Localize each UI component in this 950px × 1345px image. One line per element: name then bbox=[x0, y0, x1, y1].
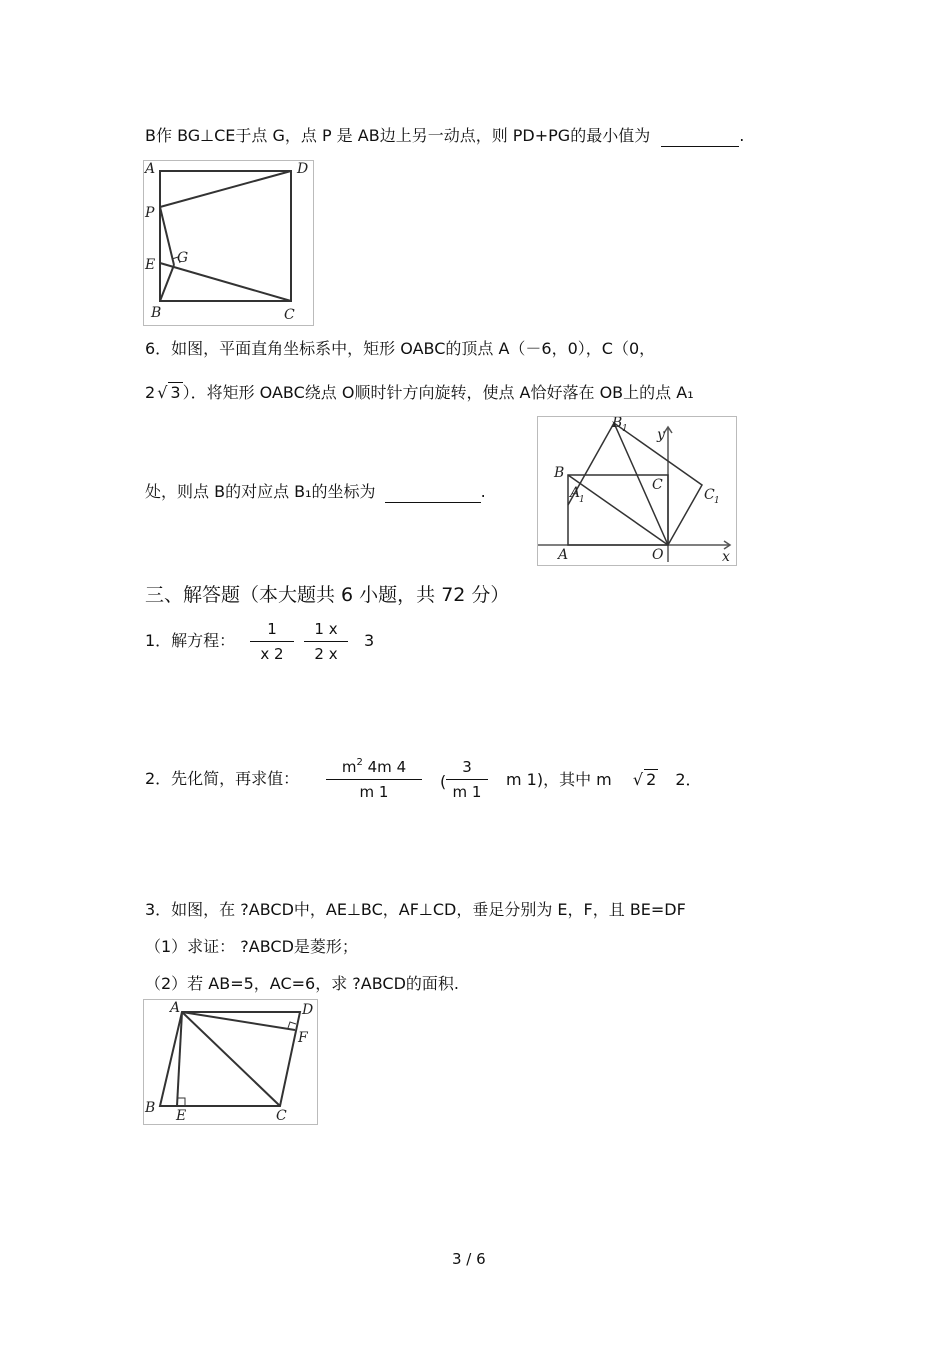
coordinate-diagram bbox=[538, 417, 736, 565]
q5-figure bbox=[143, 160, 314, 326]
label-F: F bbox=[298, 1030, 308, 1046]
label-B: B bbox=[145, 1100, 156, 1116]
q6-line1: 6．如图，平面直角坐标系中，矩形 OABC的顶点 A（－6，0），C（0， bbox=[145, 339, 656, 358]
label-P: P bbox=[145, 205, 155, 221]
p3-line2: （1）求证： ?ABCD是菱形； bbox=[145, 937, 358, 956]
label-A: A bbox=[170, 1000, 181, 1016]
label-C: C bbox=[652, 477, 663, 493]
svg-text:1: 1 bbox=[622, 424, 628, 434]
svg-text:1: 1 bbox=[579, 495, 585, 505]
p3-line1: 3．如图，在 ?ABCD中，AE⊥BC，AF⊥CD，垂足分别为 E，F，且 BE=DF bbox=[145, 900, 686, 919]
p1-prefix: 1．解方程： bbox=[145, 631, 236, 650]
label-G: G bbox=[177, 250, 189, 266]
p3-line3: （2）若 AB=5，AC=6，求 ?ABCD的面积. bbox=[145, 974, 459, 993]
label-D: D bbox=[297, 161, 309, 177]
p1-tail: 3 bbox=[364, 631, 375, 650]
label-y: y bbox=[657, 427, 665, 443]
label-C: C bbox=[276, 1108, 287, 1124]
q5-text: B作 BG⊥CE于点 G，点 P 是 AB边上另一动点，则 PD+PG的最小值为 . bbox=[145, 126, 745, 145]
answer-blank bbox=[385, 482, 481, 503]
label-O: O bbox=[652, 547, 664, 563]
label-x: x bbox=[722, 549, 730, 565]
q6-line3: 处，则点 B的对应点 B₁的坐标为 . bbox=[145, 482, 486, 501]
label-A: A bbox=[145, 161, 156, 177]
page-number: 3 / 6 bbox=[452, 1250, 486, 1268]
label-C1: C bbox=[704, 487, 715, 503]
label-E: E bbox=[145, 257, 156, 273]
square-diagram bbox=[144, 161, 313, 325]
label-B1: B bbox=[612, 417, 623, 431]
p1-fraction-2: $\frac{1 x}{2 x}$ bbox=[304, 620, 348, 663]
p2-fraction-2: $\frac{3}{m 1}$ bbox=[446, 758, 488, 801]
q6-line2: 2 √ 3 ）．将矩形 OABC绕点 O顺时针方向旋转，使点 A恰好落在 OB上的点 A₁ bbox=[145, 383, 694, 402]
parallelogram-diagram bbox=[144, 1000, 317, 1124]
label-B: B bbox=[554, 465, 565, 481]
p2-open-paren: ( bbox=[440, 772, 447, 791]
label-C: C bbox=[284, 307, 295, 323]
label-B: B bbox=[151, 305, 162, 321]
label-A: A bbox=[558, 547, 569, 563]
label-D: D bbox=[302, 1002, 314, 1018]
p2-mid: m 1)，其中 m √ 2 2． bbox=[506, 770, 702, 789]
p3-figure bbox=[143, 999, 318, 1125]
svg-text:1: 1 bbox=[714, 496, 720, 506]
sqrt-3: 3 bbox=[170, 383, 181, 402]
p1-fraction-1: $\frac{1}{x 2}$ bbox=[250, 620, 294, 663]
p2-prefix: 2．先化简，再求值： bbox=[145, 769, 300, 788]
label-A1: A bbox=[570, 485, 581, 501]
p2-fraction-1: $\frac{m^2 4m 4}{m 1}$ bbox=[326, 758, 422, 801]
answer-blank bbox=[661, 126, 739, 147]
q6-figure bbox=[537, 416, 737, 566]
label-E: E bbox=[176, 1108, 187, 1124]
sqrt-2: 2 bbox=[646, 770, 657, 789]
section-heading: 三、解答题（本大题共 6 小题，共 72 分） bbox=[145, 584, 510, 606]
